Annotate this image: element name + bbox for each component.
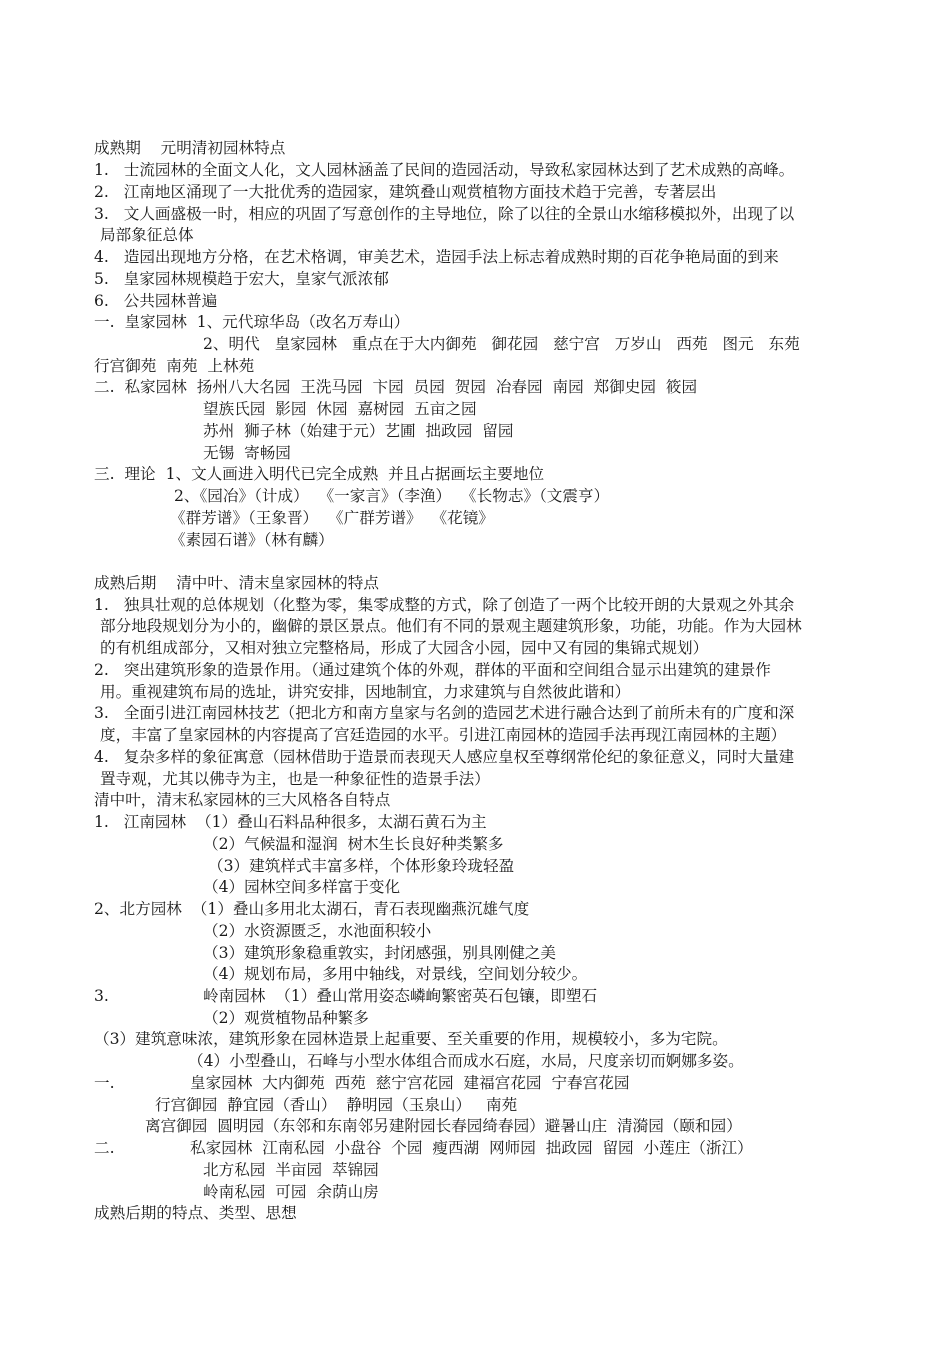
text-line: 一. xyxy=(94,1074,115,1092)
text-line: 4. 复杂多样的象征寓意（园林借助于造景而表现天人感应皇权至尊纲常伦纪的象征意义，同时大量建 xyxy=(94,748,795,766)
section-heading: 清中叶，清末私家园林的三大风格各自特点 xyxy=(94,791,391,809)
section-heading: 成熟期 元明清初园林特点 xyxy=(94,139,286,157)
text-line: 2、《园冶》（计成） 《一家言》（李渔） 《长物志》（文震亨） xyxy=(174,487,610,505)
text-line: （2）水资源匮乏，水池面积较小 xyxy=(203,922,432,940)
text-line: 离宫御园 圆明园（东邻和东南邻另建附园长春园绮春园）避暑山庄 清漪园（颐和园） xyxy=(145,1117,742,1135)
section-heading: 成熟后期 清中叶、清末皇家园林的特点 xyxy=(94,574,379,592)
text-line: 1. 士流园林的全面文人化，文人园林涵盖了民间的造园活动，导致私家园林达到了艺术成熟的高峰。 xyxy=(94,161,795,179)
text-line: 5. 皇家园林规模趋于宏大，皇家气派浓郁 xyxy=(94,270,389,288)
text-line: 行宫御园 静宜园（香山） 静明园（玉泉山） 南苑 xyxy=(155,1096,518,1114)
text-line: 度，丰富了皇家园林的内容提高了宫廷造园的水平。引进江南园林的造园手法再现江南园林的主题） xyxy=(100,726,787,744)
text-line: 岭南园林 （1）叠山常用姿态嶙峋繁密英石包镶，即塑石 xyxy=(203,987,598,1005)
text-line: 苏州 狮子林（始建于元）艺圃 拙政园 留园 xyxy=(203,422,514,440)
text-line: （2）观赏植物品种繁多 xyxy=(203,1009,369,1027)
text-line: 2、北方园林 （1）叠山多用北太湖石，青石表现幽燕沉雄气度 xyxy=(94,900,530,918)
text-line: 4. 造园出现地方分格，在艺术格调，审美艺术，造园手法上标志着成熟时期的百花争艳局面的到来 xyxy=(94,248,779,266)
text-line: 私家园林 江南私园 小盘谷 个园 瘦西湖 网师园 拙政园 留园 小莲庄（浙江） xyxy=(190,1139,753,1157)
text-line: 北方私园 半亩园 萃锦园 xyxy=(203,1161,379,1179)
text-line: 二. 私家园林 扬州八大名园 王洗马园 卞园 员园 贺园 冶春园 南园 郑御史园 筱园 xyxy=(94,378,698,396)
text-line: 皇家园林 大内御苑 西苑 慈宁宫花园 建福宫花园 宁春宫花园 xyxy=(190,1074,630,1092)
text-line: 二. xyxy=(94,1139,115,1157)
text-line: 1. 江南园林 （1）叠山石料品种很多，太湖石黄石为主 xyxy=(94,813,487,831)
text-line: （4）园林空间多样富于变化 xyxy=(203,878,401,896)
text-line: （4）小型叠山，石峰与小型水体组合而成水石庭，水局，尺度亲切而婀娜多姿。 xyxy=(188,1052,744,1070)
text-line: （2）气候温和湿润 树木生长良好种类繁多 xyxy=(203,835,504,853)
text-line: 三. 理论 1、文人画进入明代已完全成熟 并且占据画坛主要地位 xyxy=(94,465,545,483)
text-line: 部分地段规划分为小的，幽僻的景区景点。他们有不同的景观主题建筑形象，功能，功能。作为大园林 xyxy=(100,617,802,635)
text-line: 局部象征总体 xyxy=(100,226,194,244)
text-line: 2. 突出建筑形象的造景作用。（通过建筑个体的外观，群体的平面和空间组合显示出建筑的建景作 xyxy=(94,661,771,679)
text-line: 一. 皇家园林 1、元代琼华岛（改名万寿山） xyxy=(94,313,410,331)
section-heading: 成熟后期的特点、类型、思想 xyxy=(94,1204,297,1222)
text-line: 3. 全面引进江南园林技艺（把北方和南方皇家与名剑的造园艺术进行融合达到了前所未有的广度和深 xyxy=(94,704,795,722)
text-line: 无锡 寄畅园 xyxy=(203,444,291,462)
text-line: 行宫御苑 南苑 上林苑 xyxy=(94,357,255,375)
text-line: 《素园石谱》（林有麟） xyxy=(170,531,334,549)
text-line: 《群芳谱》（王象晋） 《广群芳谱》 《花镜》 xyxy=(170,509,494,527)
text-line: 3. 文人画盛极一时，相应的巩固了写意创作的主导地位，除了以往的全景山水缩移模拟外，出现了以 xyxy=(94,205,795,223)
text-line: 6. 公共园林普遍 xyxy=(94,292,218,310)
text-line: （4）规划布局，多用中轴线，对景线，空间划分较少。 xyxy=(203,965,588,983)
text-line: 2. 江南地区涌现了一大批优秀的造园家，建筑叠山观赏植物方面技术趋于完善，专著层出 xyxy=(94,183,717,201)
text-line: 置寺观，尤其以佛寺为主，也是一种象征性的造景手法） xyxy=(100,770,490,788)
text-line: 望族氏园 影园 休园 嘉树园 五亩之园 xyxy=(203,400,477,418)
text-line: （3）建筑样式丰富多样，个体形象玲珑轻盈 xyxy=(208,857,515,875)
text-line: 用。重视建筑布局的选址，讲究安排，因地制宜，力求建筑与自然彼此谐和） xyxy=(100,683,631,701)
text-line: 1. 独具壮观的总体规划（化整为零，集零成整的方式，除了创造了一两个比较开朗的大景观之外其余 xyxy=(94,596,795,614)
text-line: 的有机组成部分，又相对独立完整格局，形成了大园含小园，园中又有园的集锦式规划） xyxy=(100,639,709,657)
text-line: （3）建筑意味浓，建筑形象在园林造景上起重要、至关重要的作用，规模较小，多为宅院。 xyxy=(94,1030,728,1048)
text-line: 2、明代 皇家园林 重点在于大内御苑 御花园 慈宁宫 万岁山 西苑 图元 东苑 xyxy=(203,335,800,353)
text-line: 岭南私园 可园 余荫山房 xyxy=(203,1183,379,1201)
text-line: （3）建筑形象稳重敦实，封闭感强，别具刚健之美 xyxy=(203,944,556,962)
text-line: 3. xyxy=(94,987,109,1005)
